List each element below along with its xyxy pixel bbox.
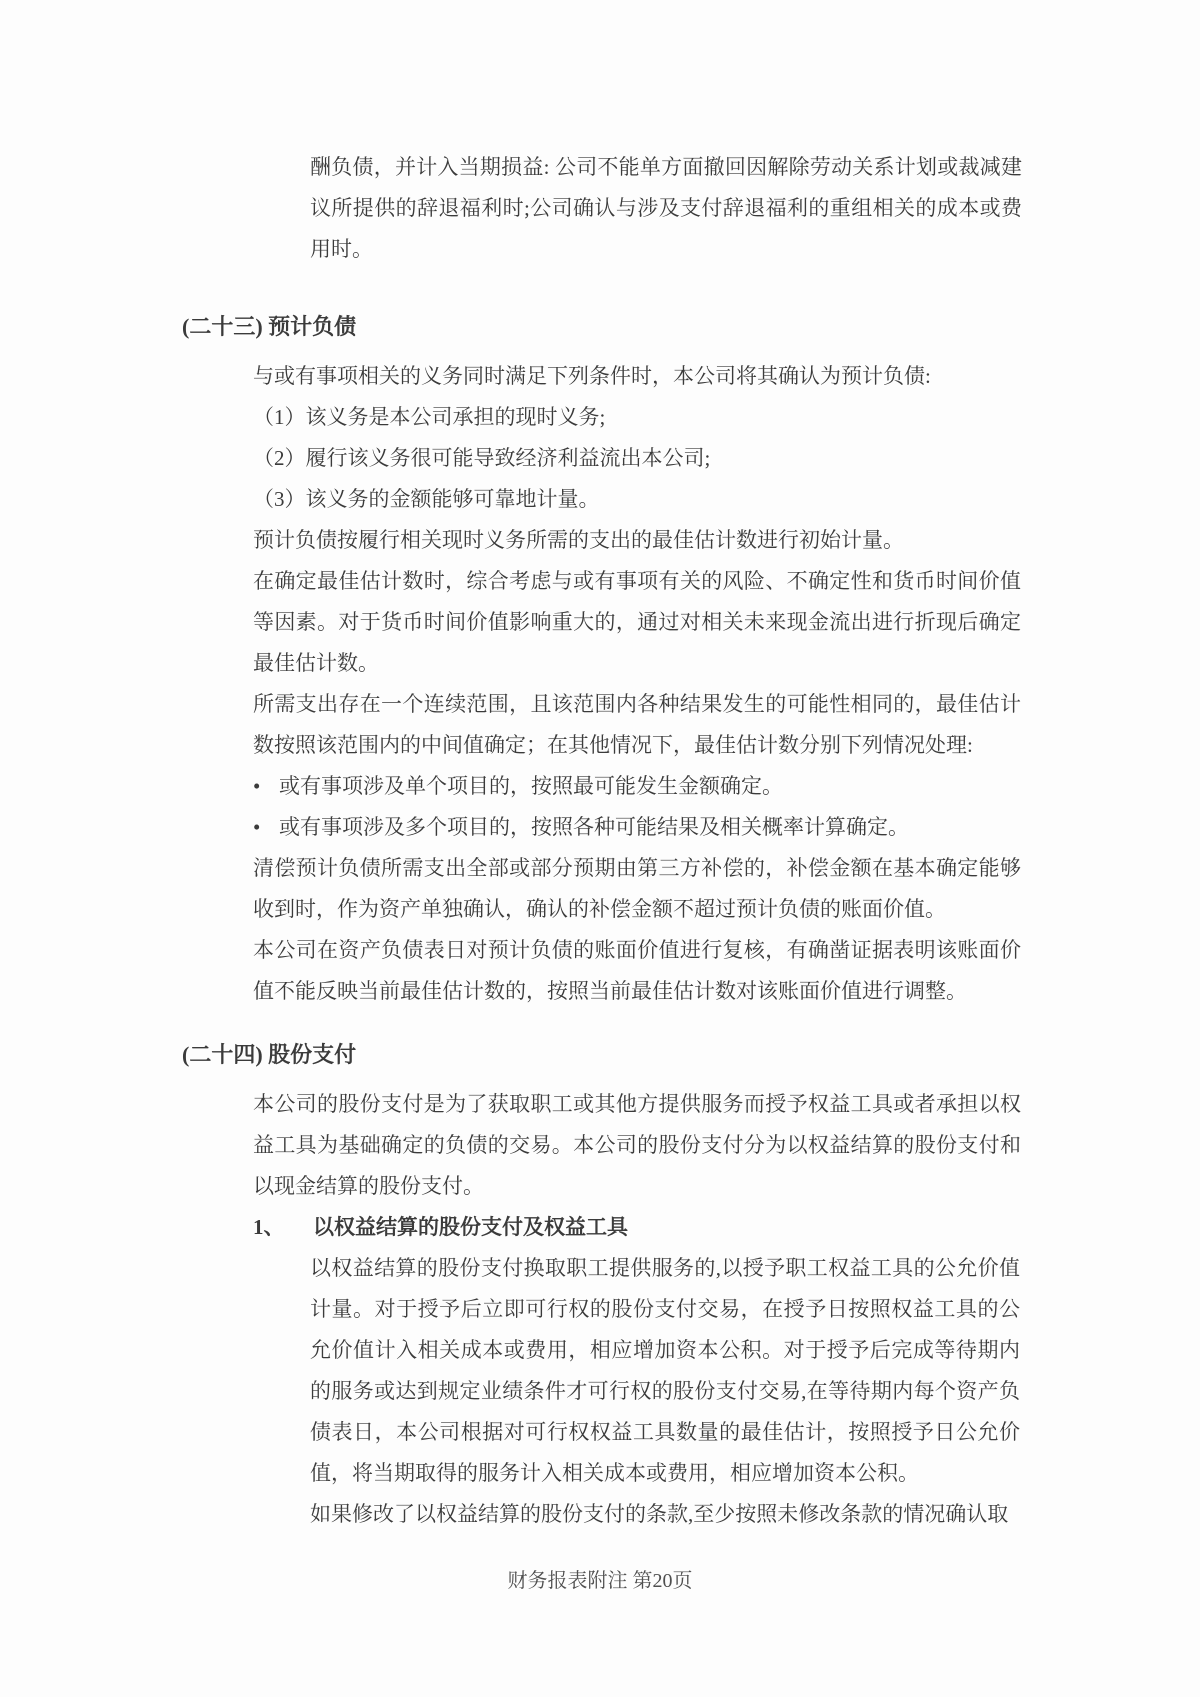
- page-footer: 财务报表附注 第20页: [507, 1570, 693, 1592]
- continuation-paragraph: 酬负债，并计入当期损益: 公司不能单方面撤回因解除劳动关系计划或裁减建议所提供的辞退福利时;公司确认与涉及支付辞退福利的重组相关的成本或费用时。: [310, 155, 1022, 261]
- bullet-text: 或有事项涉及单个项目的，按照最可能发生金额确定。: [279, 774, 783, 798]
- subsection-paragraph: 以权益结算的股份支付换取职工提供服务的,以授予职工权益工具的公允价值计量。对于授予后立即可行权的股份支付交易，在授予日按照权益工具的公允价值计入相关成本或费用，相应增加资本公积。对于授予后完成等待期内的服务或达到规定业绩条件才可行权的股份支付交易,在等待期内每个资产负债表日，本公司根据对可行权权益工具数量的最佳估计，按照授予日公允价值，将当期取得的服务计入相关成本或费用，相应增加资本公积。: [310, 1256, 1020, 1485]
- bullet-marker: •: [253, 774, 261, 798]
- subsection-number: 1、: [253, 1215, 285, 1239]
- section-23-condition-3: （3）该义务的金额能够可靠地计量。: [253, 487, 600, 511]
- subsection-paragraph: 如果修改了以权益结算的股份支付的条款,至少按照未修改条款的情况确认取: [310, 1502, 1009, 1526]
- section-23-paragraph: 预计负债按履行相关现时义务所需的支出的最佳估计数进行初始计量。: [253, 528, 904, 552]
- subsection-1-heading: [253, 1207, 1021, 1248]
- section-23-paragraph: 在确定最佳估计数时，综合考虑与或有事项有关的风险、不确定性和货币时间价值等因素。对于货币时间价值影响重大的，通过对相关未来现金流出进行折现后确定最佳估计数。: [253, 569, 1021, 675]
- subsection-title: 以权益结算的股份支付及权益工具: [313, 1215, 628, 1239]
- section-23-paragraph: 清偿预计负债所需支出全部或部分预期由第三方补偿的，补偿金额在基本确定能够收到时，作为资产单独确认，确认的补偿金额不超过预计负债的账面价值。: [253, 856, 1021, 921]
- section-23-condition-2: （2）履行该义务很可能导致经济利益流出本公司;: [253, 446, 711, 470]
- section-23-paragraph: 本公司在资产负债表日对预计负债的账面价值进行复核，有确凿证据表明该账面价值不能反映当前最佳估计数的，按照当前最佳估计数对该账面价值进行调整。: [253, 938, 1021, 1003]
- section-23-paragraph: 所需支出存在一个连续范围，且该范围内各种结果发生的可能性相同的，最佳估计数按照该范围内的中间值确定；在其他情况下，最佳估计数分别下列情况处理:: [253, 692, 1021, 757]
- section-23-paragraph: 与或有事项相关的义务同时满足下列条件时，本公司将其确认为预计负债:: [253, 364, 931, 388]
- bullet-item: [253, 807, 1021, 848]
- bullet-text: 或有事项涉及多个项目的，按照各种可能结果及相关概率计算确定。: [279, 815, 909, 839]
- bullet-marker: •: [253, 815, 261, 839]
- page-content: [0, 147, 1200, 1535]
- section-23-heading: (二十三) 预计负债: [182, 314, 357, 339]
- subsection-1-body: [310, 1248, 1020, 1535]
- bullet-item: [253, 766, 1021, 807]
- section-24-heading: (二十四) 股份支付: [182, 1042, 357, 1067]
- section-24-intro: 本公司的股份支付是为了获取职工或其他方提供服务而授予权益工具或者承担以权益工具为基础确定的负债的交易。本公司的股份支付分为以权益结算的股份支付和以现金结算的股份支付。: [253, 1092, 1021, 1198]
- section-23-body: [253, 356, 1021, 1012]
- section-23-condition-1: （1）该义务是本公司承担的现时义务;: [253, 405, 606, 429]
